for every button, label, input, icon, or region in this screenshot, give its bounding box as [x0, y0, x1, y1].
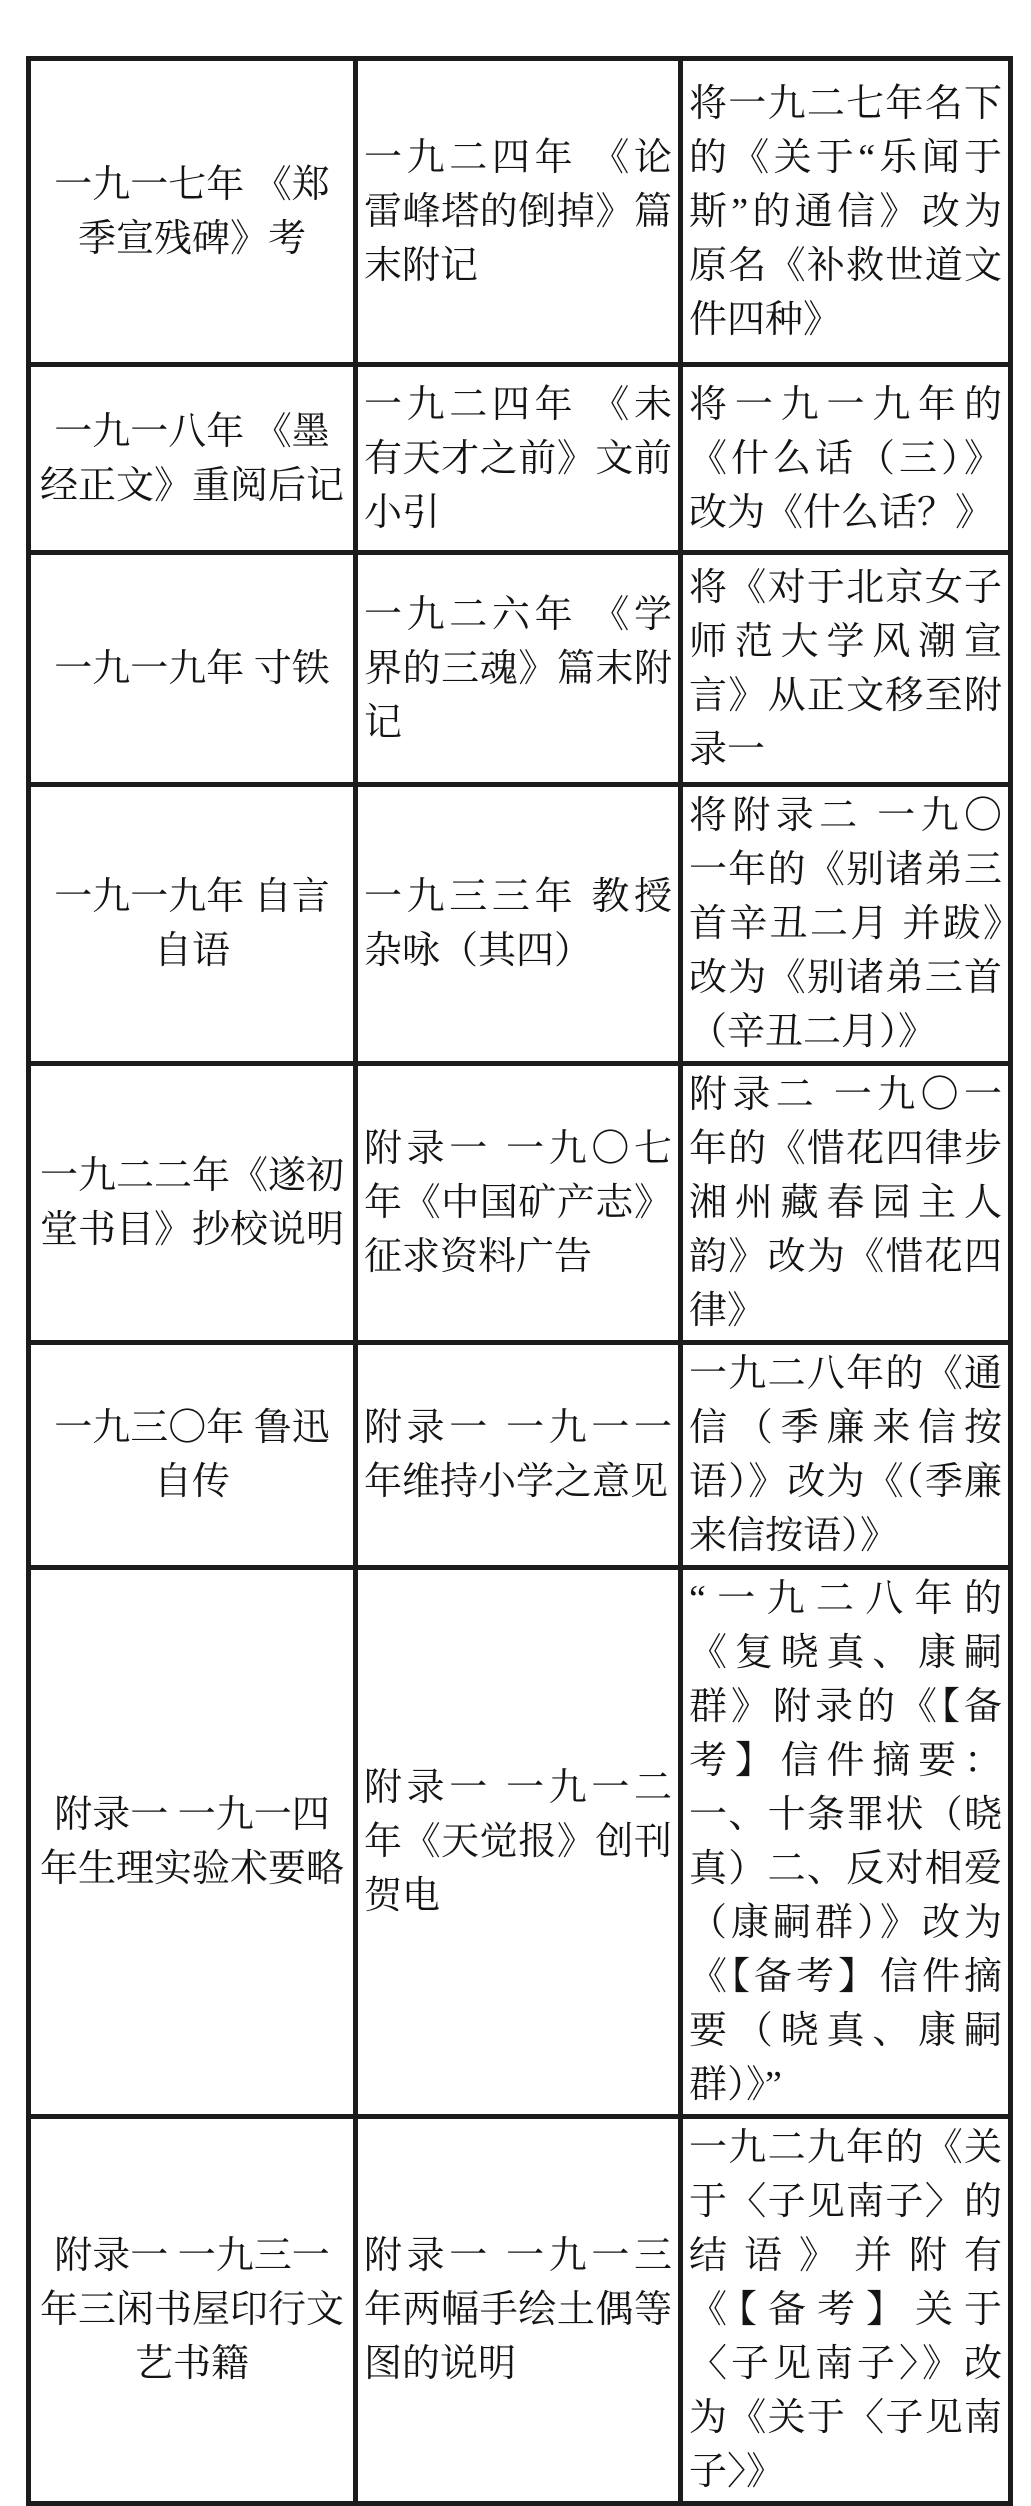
table-cell-entry-title-2: 附录一 一九一三年两幅手绘土偶等图的说明: [356, 2117, 681, 2504]
table-row: [29, 553, 1011, 785]
table-row: [29, 365, 1011, 553]
table-cell-entry-title: 一九二二年《遂初堂书目》抄校说明: [29, 1064, 356, 1343]
table-cell-revision-note: “一九二八年的《复晓真、康嗣群》附录的《【备考】信件摘要：一、十条罪状（晓真）二、反对相爱（康嗣群）》改为《【备考】信件摘要（晓真、康嗣群）》”: [681, 1568, 1011, 2117]
table-cell-entry-title-2: 一九三三年 教授杂咏（其四）: [356, 785, 681, 1064]
table-cell-entry-title-2: 附录一 一九〇七年《中国矿产志》征求资料广告: [356, 1064, 681, 1343]
table-cell-entry-title-2: 一九二四年 《论雷峰塔的倒掉》篇末附记: [356, 59, 681, 365]
revision-table: [26, 56, 1013, 2506]
table-cell-revision-note: 附录二 一九〇一年的《惜花四律步湘州藏春园主人韵》改为《惜花四律》: [681, 1064, 1011, 1343]
table-row: [29, 1568, 1011, 2117]
table-row: [29, 785, 1011, 1064]
table-cell-revision-note: 将一九二七年名下的《关于“乐闻于斯”的通信》改为原名《补救世道文件四种》: [681, 59, 1011, 365]
table-cell-revision-note: 将《对于北京女子师范大学风潮宣言》从正文移至附录一: [681, 553, 1011, 785]
table-cell-entry-title: 附录一 一九三一年三闲书屋印行文艺书籍: [29, 2117, 356, 2504]
table-cell-entry-title: 附录一 一九一四年生理实验术要略: [29, 1568, 356, 2117]
table-cell-entry-title: 一九一九年 寸铁: [29, 553, 356, 785]
table-row: [29, 2117, 1011, 2504]
table-cell-entry-title: 一九一八年 《墨经正文》重阅后记: [29, 365, 356, 553]
table-row: [29, 1343, 1011, 1568]
table-cell-revision-note: 一九二八年的《通信（季廉来信按语）》改为《（季廉来信按语）》: [681, 1343, 1011, 1568]
table-cell-entry-title: 一九三〇年 鲁迅自传: [29, 1343, 356, 1568]
table-cell-entry-title: 一九一七年 《郑季宣残碑》考: [29, 59, 356, 365]
table-cell-revision-note: 一九二九年的《关于〈子见南子〉的结语》并附有《【备考】关于〈子见南子〉》改为《关于〈子见南子〉》: [681, 2117, 1011, 2504]
table-cell-entry-title-2: 附录一 一九一一年维持小学之意见: [356, 1343, 681, 1568]
table-cell-revision-note: 将附录二 一九〇一年的《别诸弟三首辛丑二月 并跋》改为《别诸弟三首（辛丑二月）》: [681, 785, 1011, 1064]
table-cell-entry-title-2: 附录一 一九一二年《天觉报》创刊贺电: [356, 1568, 681, 2117]
table-cell-entry-title-2: 一九二四年 《未有天才之前》文前小引: [356, 365, 681, 553]
table-cell-entry-title: 一九一九年 自言自语: [29, 785, 356, 1064]
table-cell-revision-note: 将一九一九年的《什么话（三）》改为《什么话？》: [681, 365, 1011, 553]
table-row: [29, 59, 1011, 365]
table-row: [29, 1064, 1011, 1343]
table-cell-entry-title-2: 一九二六年 《学界的三魂》篇末附记: [356, 553, 681, 785]
